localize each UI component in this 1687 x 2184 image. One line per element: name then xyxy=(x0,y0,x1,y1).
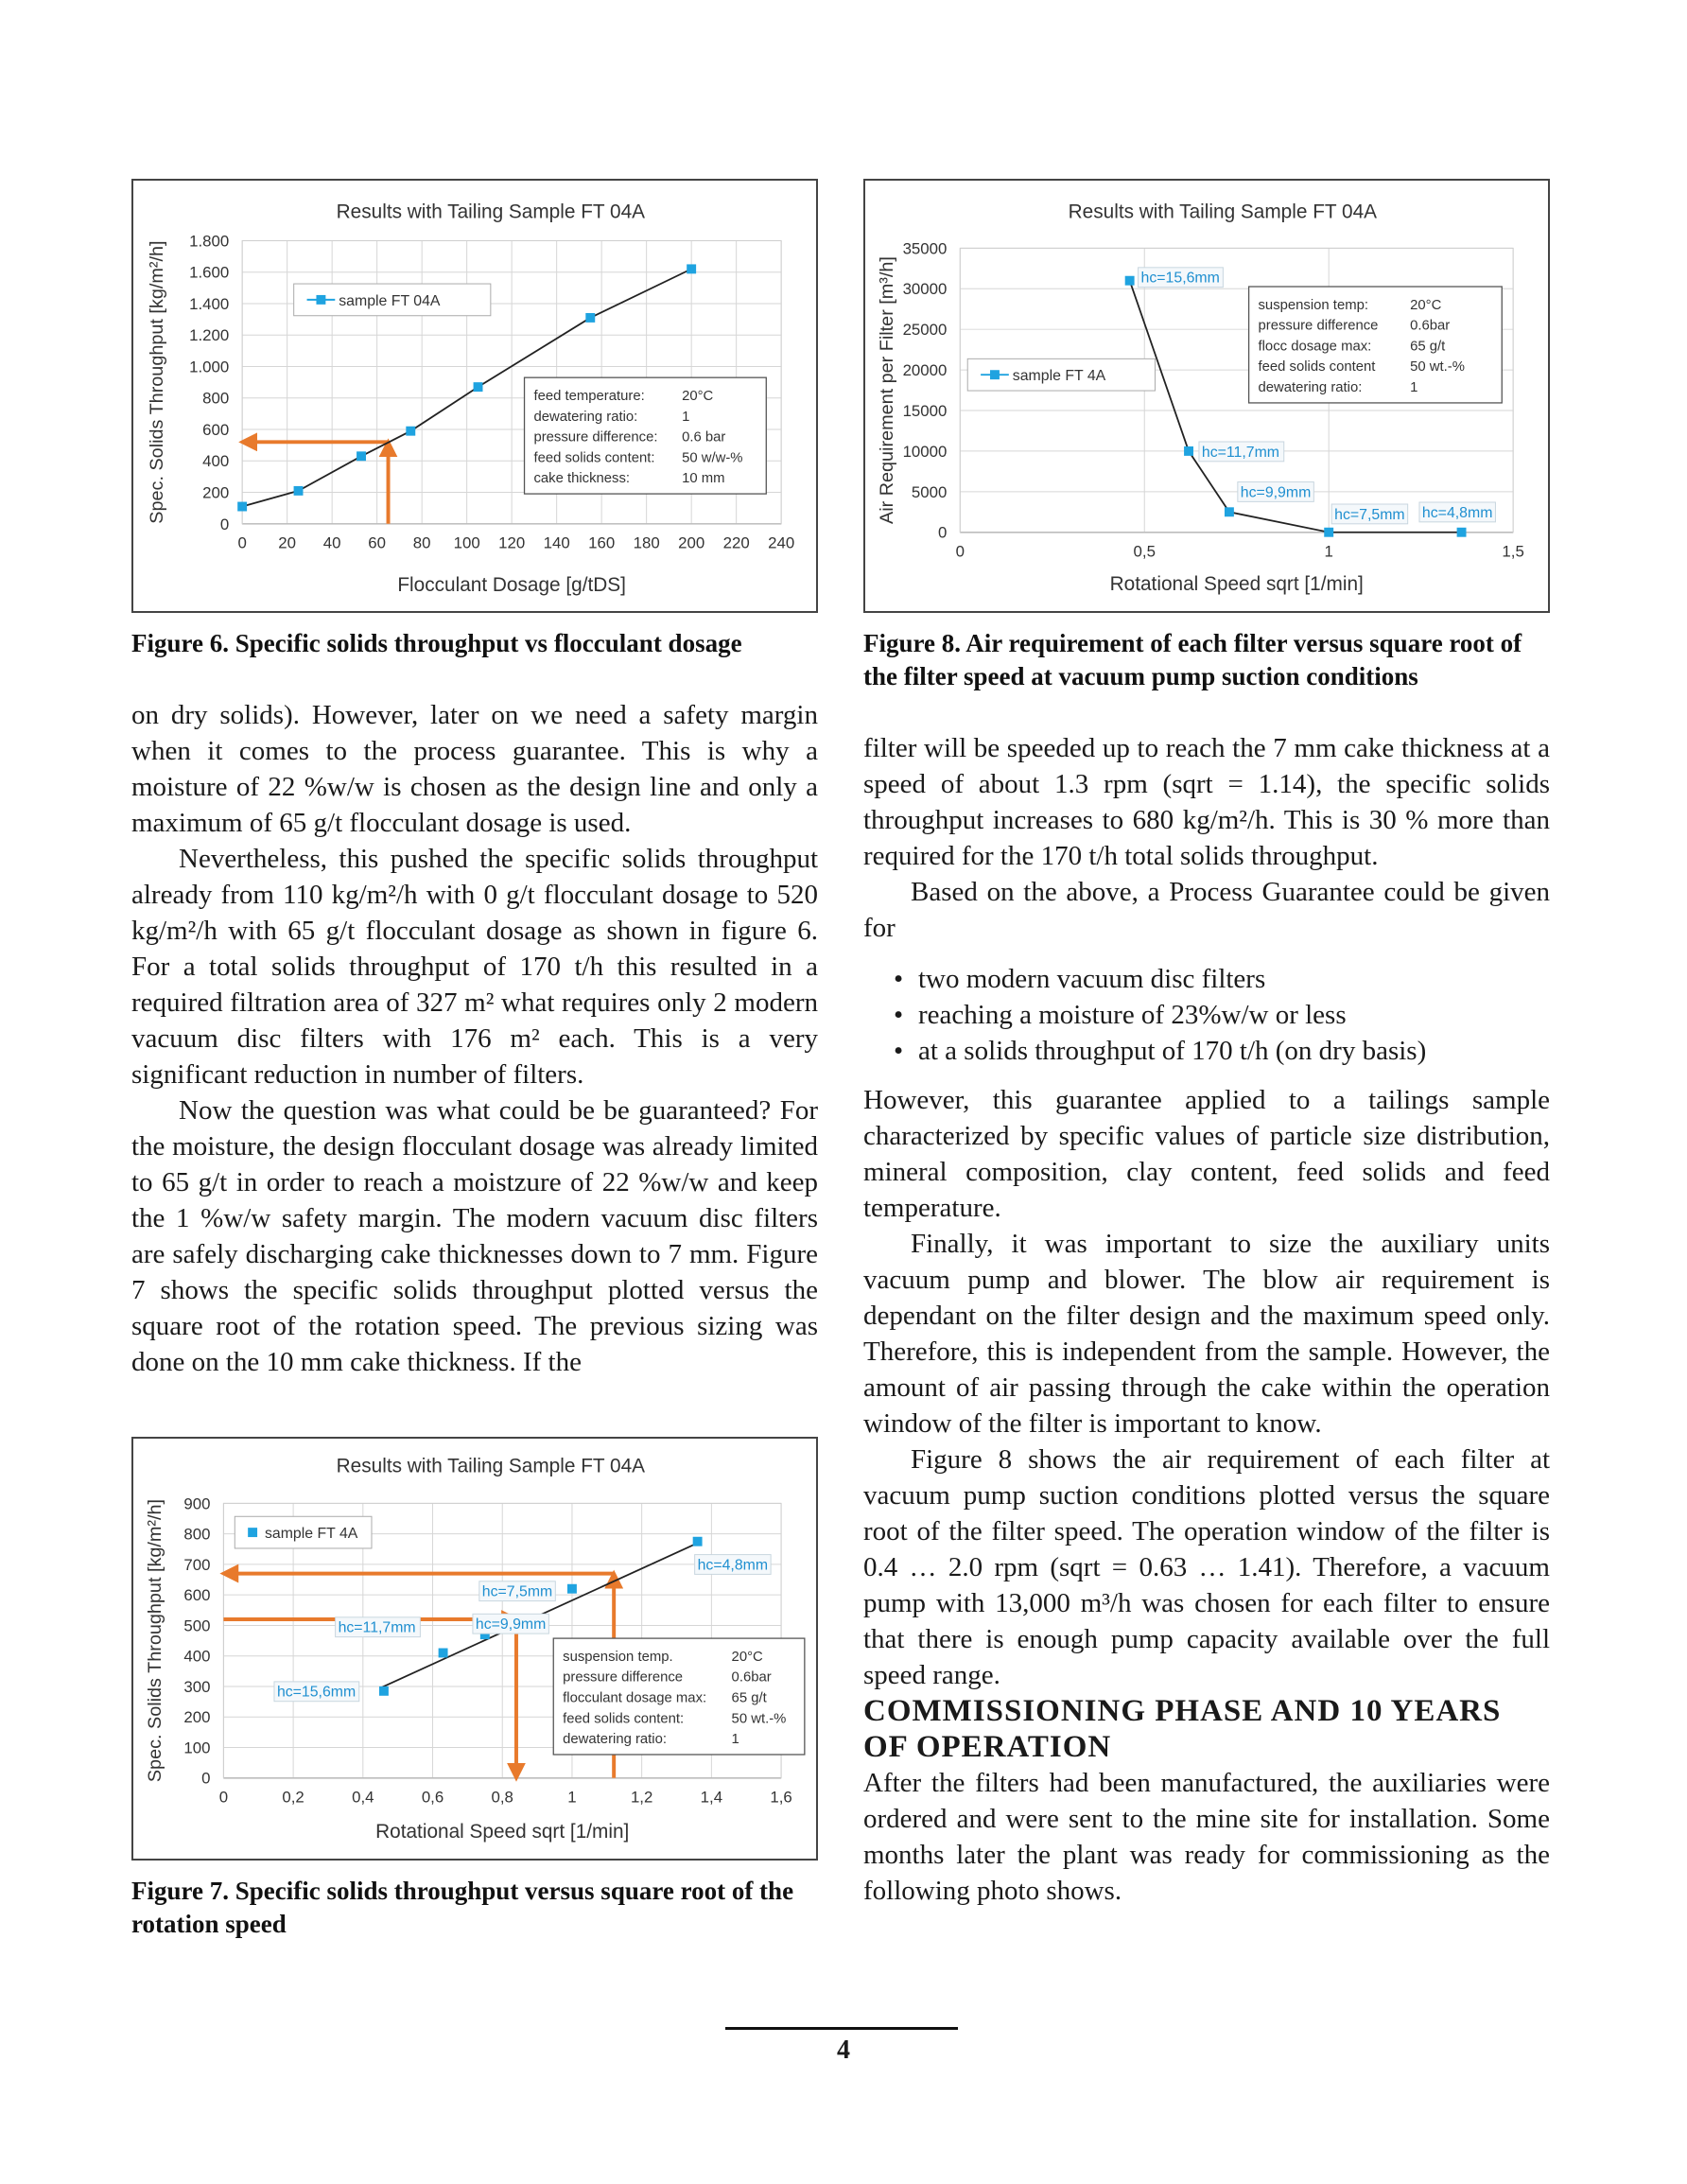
annotation-value: 20°C xyxy=(731,1649,763,1665)
x-tick-label: 0 xyxy=(218,1788,229,1807)
right-paragraph-4: Finally, it was important to size the auxiliary units vacuum pump and blower. The blow air requirement is dependant on the filter design and the maximum speed only. Therefore, this is independent from the sample. However, the amount of air passing through the cake within the operation window of the filter is important to know. xyxy=(863,1229,1550,1439)
annotation-label: feed solids content: xyxy=(533,450,655,466)
y-tick-label: 25000 xyxy=(902,321,948,340)
annotation-value: 1 xyxy=(731,1732,739,1748)
annotation-label: flocc dosage max: xyxy=(1258,339,1372,355)
right-paragraph-1: filter will be speeded up to reach the 7 mm cake thickness at a speed of about 1.3 rpm (sqrt = 1.14), the specific solids throughput increases to 680 kg/m²/h. This is 30 % more than required for the 170 t/h total solids throughput. xyxy=(863,733,1550,871)
annotation-value: 1 xyxy=(682,409,690,425)
list-item: • reaching a moisture of 23%w/w or less xyxy=(918,997,1550,1033)
annotation-value: 65 g/t xyxy=(731,1690,767,1706)
y-tick-label: 900 xyxy=(183,1494,211,1513)
annotation-label: dewatering ratio: xyxy=(533,409,638,425)
legend-label: sample FT 4A xyxy=(1012,368,1106,385)
x-tick-label: 0,5 xyxy=(1133,542,1156,561)
x-axis-label: Flocculant Dosage [g/tDS] xyxy=(397,574,626,597)
data-point xyxy=(406,427,415,436)
annotation-label: feed solids content: xyxy=(563,1711,685,1727)
point-label: hc=11,7mm xyxy=(338,1619,416,1636)
y-tick-label: 1.800 xyxy=(189,232,230,251)
annotation-label: feed solids content xyxy=(1258,359,1376,376)
x-tick-label: 0,2 xyxy=(282,1788,304,1807)
annotation-label: cake thickness: xyxy=(533,471,631,487)
figure-6-chart xyxy=(131,179,818,613)
x-tick-label: 1 xyxy=(567,1788,577,1807)
data-point xyxy=(439,1649,448,1658)
legend-marker xyxy=(990,370,1000,379)
figure-6-svg xyxy=(133,181,816,611)
y-tick-label: 500 xyxy=(183,1616,211,1635)
y-tick-label: 600 xyxy=(202,420,230,439)
x-tick-label: 60 xyxy=(368,533,387,552)
y-tick-label: 700 xyxy=(183,1555,211,1574)
data-point xyxy=(357,451,366,461)
point-label: hc=15,6mm xyxy=(1140,270,1220,287)
x-tick-label: 1,4 xyxy=(700,1788,723,1807)
x-tick-label: 140 xyxy=(543,533,570,552)
data-point xyxy=(693,1537,703,1546)
annotation-label: pressure difference: xyxy=(533,429,658,446)
annotation-value: 65 g/t xyxy=(1410,339,1446,355)
annotation-value: 1 xyxy=(1410,380,1418,396)
point-label: hc=15,6mm xyxy=(276,1684,357,1701)
y-axis-label: Spec. Solids Throughput [kg/m²/h] xyxy=(146,240,167,524)
point-label: hc=9,9mm xyxy=(1240,484,1312,501)
data-point xyxy=(379,1686,389,1696)
footer-rule xyxy=(725,2027,958,2030)
legend-label: sample FT 04A xyxy=(339,292,441,309)
y-tick-label: 800 xyxy=(183,1525,211,1544)
x-tick-label: 0 xyxy=(237,533,247,552)
left-paragraph-2: Nevertheless, this pushed the specific solids throughput already from 110 kg/m²/h with 0 g/t flocculant dosage to 520 kg/m²/h with 65 g/t flocculant dosage as shown in figure 6. For a total solids throughput of 170 t/h this resulted in a required filtration area of 327 m² what requires only 2 modern vacuum disc filters with 176 m² each. This is a very significant reduction in number of filters. xyxy=(131,844,818,1090)
annotation-label: suspension temp: xyxy=(1258,297,1368,313)
x-tick-label: 120 xyxy=(498,533,526,552)
figure-7-svg xyxy=(133,1439,816,1859)
data-point xyxy=(567,1584,577,1594)
annotation-label: dewatering ratio: xyxy=(1258,380,1363,396)
x-tick-label: 200 xyxy=(678,533,705,552)
figure-7-chart xyxy=(131,1437,818,1861)
legend-label: sample FT 4A xyxy=(265,1526,358,1543)
legend-marker xyxy=(248,1528,257,1537)
y-tick-label: 20000 xyxy=(902,361,948,380)
x-tick-label: 20 xyxy=(278,533,297,552)
right-paragraph-3: However, this guarantee applied to a tailings sample characterized by specific values of particle size distribution, mineral composition, clay content, feed solids and feed temperature. xyxy=(863,1085,1550,1223)
right-paragraph-2: Based on the above, a Process Guarantee could be given for xyxy=(863,877,1550,943)
x-tick-label: 1,5 xyxy=(1502,542,1524,561)
chart-title: Results with Tailing Sample FT 04A xyxy=(336,1455,646,1477)
annotation-value: 50 w/w-% xyxy=(682,450,743,466)
x-tick-label: 0,4 xyxy=(352,1788,374,1807)
y-tick-label: 1.600 xyxy=(189,263,230,282)
data-point xyxy=(294,486,304,496)
y-tick-label: 400 xyxy=(202,452,230,471)
figure-7-caption: Figure 7. Specific solids throughput versus square root of the rotation speed xyxy=(131,1877,794,1938)
data-point xyxy=(1324,528,1333,537)
data-point xyxy=(1125,276,1135,286)
page-number: 4 xyxy=(837,2035,850,2065)
x-tick-label: 1 xyxy=(1324,542,1333,561)
x-tick-label: 1,6 xyxy=(770,1788,792,1807)
annotation-label: pressure difference xyxy=(563,1669,684,1686)
right-paragraph-5: Figure 8 shows the air requirement of each filter at vacuum pump suction conditions plotted versus the square root of the filter speed. The operation window of the filter is 0.4 … 2.0 rpm (sqrt = 0.63 … 1.41). Therefore, a vacuum pump with 13,000 m³/h was chosen for each filter to ensure that there is enough pump capacity available over the full speed range. xyxy=(863,1444,1550,1690)
right-column-text xyxy=(863,730,1550,1909)
annotation-value: 0.6bar xyxy=(731,1669,772,1686)
y-tick-label: 200 xyxy=(183,1708,211,1727)
annotation-label: pressure difference xyxy=(1258,318,1379,334)
y-tick-label: 600 xyxy=(183,1586,211,1605)
x-tick-label: 100 xyxy=(453,533,480,552)
y-tick-label: 100 xyxy=(183,1738,211,1757)
data-point xyxy=(585,313,595,323)
y-tick-label: 10000 xyxy=(902,442,948,461)
left-paragraph-1: on dry solids). However, later on we need a safety margin when it comes to the process guarantee. This is why a moisture of 22 %w/w is chosen as the design line and only a maximum of 65 g/t flocculant dosage is used. xyxy=(131,700,818,838)
annotation-value: 10 mm xyxy=(682,471,725,487)
data-point xyxy=(474,382,483,392)
annotation-value: 20°C xyxy=(682,388,714,404)
y-tick-label: 1.400 xyxy=(189,294,230,313)
data-point xyxy=(1457,528,1467,537)
y-tick-label: 15000 xyxy=(902,401,948,420)
y-tick-label: 1.000 xyxy=(189,358,230,376)
data-point xyxy=(687,264,696,273)
left-paragraph-3: Now the question was what could be be guaranteed? For the moisture, the design flocculant dosage was already limited to 65 g/t in order to reach a moistzure of 22 %w/w and keep the 1 %w/w safety margin. The modern vacuum disc filters are safely discharging cake thicknesses down to 7 mm. Figure 7 shows the specific solids throughput plotted versus the square root of the rotation speed. The previous sizing was done on the 10 mm cake thickness. If the xyxy=(131,1095,818,1377)
annotation-label: flocculant dosage max: xyxy=(563,1690,707,1706)
x-tick-label: 40 xyxy=(322,533,341,552)
x-tick-label: 0,6 xyxy=(421,1788,444,1807)
guarantee-list xyxy=(863,961,1550,1069)
y-tick-label: 35000 xyxy=(902,239,948,258)
chart-title: Results with Tailing Sample FT 04A xyxy=(1068,201,1378,223)
figure-6-caption: Figure 6. Specific solids throughput vs flocculant dosage xyxy=(131,629,742,657)
x-tick-label: 1,2 xyxy=(630,1788,653,1807)
y-tick-label: 0 xyxy=(938,523,948,542)
annotation-value: 20°C xyxy=(1410,297,1442,313)
x-tick-label: 160 xyxy=(588,533,616,552)
annotation-label: dewatering ratio: xyxy=(563,1732,668,1748)
data-point xyxy=(237,502,247,512)
point-label: hc=7,5mm xyxy=(481,1583,553,1600)
y-tick-label: 800 xyxy=(202,389,230,408)
y-axis-label: Spec. Solids Throughput [kg/m²/h] xyxy=(144,1498,165,1783)
figure-8-caption: Figure 8. Air requirement of each filter versus square root of the filter speed at vacuum pump suction conditions xyxy=(863,629,1522,690)
x-tick-label: 80 xyxy=(412,533,431,552)
chart-title: Results with Tailing Sample FT 04A xyxy=(336,201,646,223)
y-tick-label: 0 xyxy=(201,1769,211,1788)
left-column-text xyxy=(131,697,818,1380)
section-heading: COMMISSIONING PHASE AND 10 YEARS OF OPERATION xyxy=(863,1694,1502,1764)
point-label: hc=9,9mm xyxy=(475,1616,547,1634)
point-label: hc=4,8mm xyxy=(697,1557,769,1574)
x-axis-label: Rotational Speed sqrt [1/min] xyxy=(375,1821,630,1843)
figure-8-chart xyxy=(863,179,1550,613)
data-point xyxy=(1225,507,1234,516)
annotation-label: suspension temp. xyxy=(563,1649,673,1665)
annotation-value: 50 wt.-% xyxy=(1410,359,1465,376)
y-tick-label: 1.200 xyxy=(189,326,230,345)
point-label: hc=11,7mm xyxy=(1201,444,1280,461)
annotation-value: 0.6bar xyxy=(1410,318,1451,334)
y-tick-label: 5000 xyxy=(911,482,948,501)
y-tick-label: 30000 xyxy=(902,280,948,299)
annotation-label: feed temperature: xyxy=(533,388,645,404)
y-tick-label: 0 xyxy=(219,515,230,533)
list-item: • at a solids throughput of 170 t/h (on dry basis) xyxy=(918,1033,1550,1069)
y-tick-label: 300 xyxy=(183,1677,211,1696)
x-tick-label: 180 xyxy=(633,533,660,552)
x-tick-label: 220 xyxy=(722,533,750,552)
figure-8-svg xyxy=(865,181,1548,611)
annotation-value: 50 wt.-% xyxy=(731,1711,787,1727)
right-paragraph-6: After the filters had been manufactured, the auxiliaries were ordered and were sent to the mine site for installation. Some months later the plant was ready for commissioning as the following photo shows. xyxy=(863,1768,1550,1906)
point-label: hc=4,8mm xyxy=(1421,504,1493,521)
legend-marker xyxy=(316,295,325,305)
point-label: hc=7,5mm xyxy=(1334,506,1405,523)
y-tick-label: 400 xyxy=(183,1647,211,1666)
x-tick-label: 0 xyxy=(955,542,965,561)
x-axis-label: Rotational Speed sqrt [1/min] xyxy=(1109,573,1364,596)
list-item: • two modern vacuum disc filters xyxy=(918,961,1550,997)
x-tick-label: 0,8 xyxy=(491,1788,513,1807)
x-tick-label: 240 xyxy=(768,533,795,552)
y-tick-label: 200 xyxy=(202,483,230,502)
y-axis-label: Air Requirement per Filter [m³/h] xyxy=(876,256,897,525)
data-point xyxy=(1184,446,1193,456)
annotation-value: 0.6 bar xyxy=(682,429,726,446)
